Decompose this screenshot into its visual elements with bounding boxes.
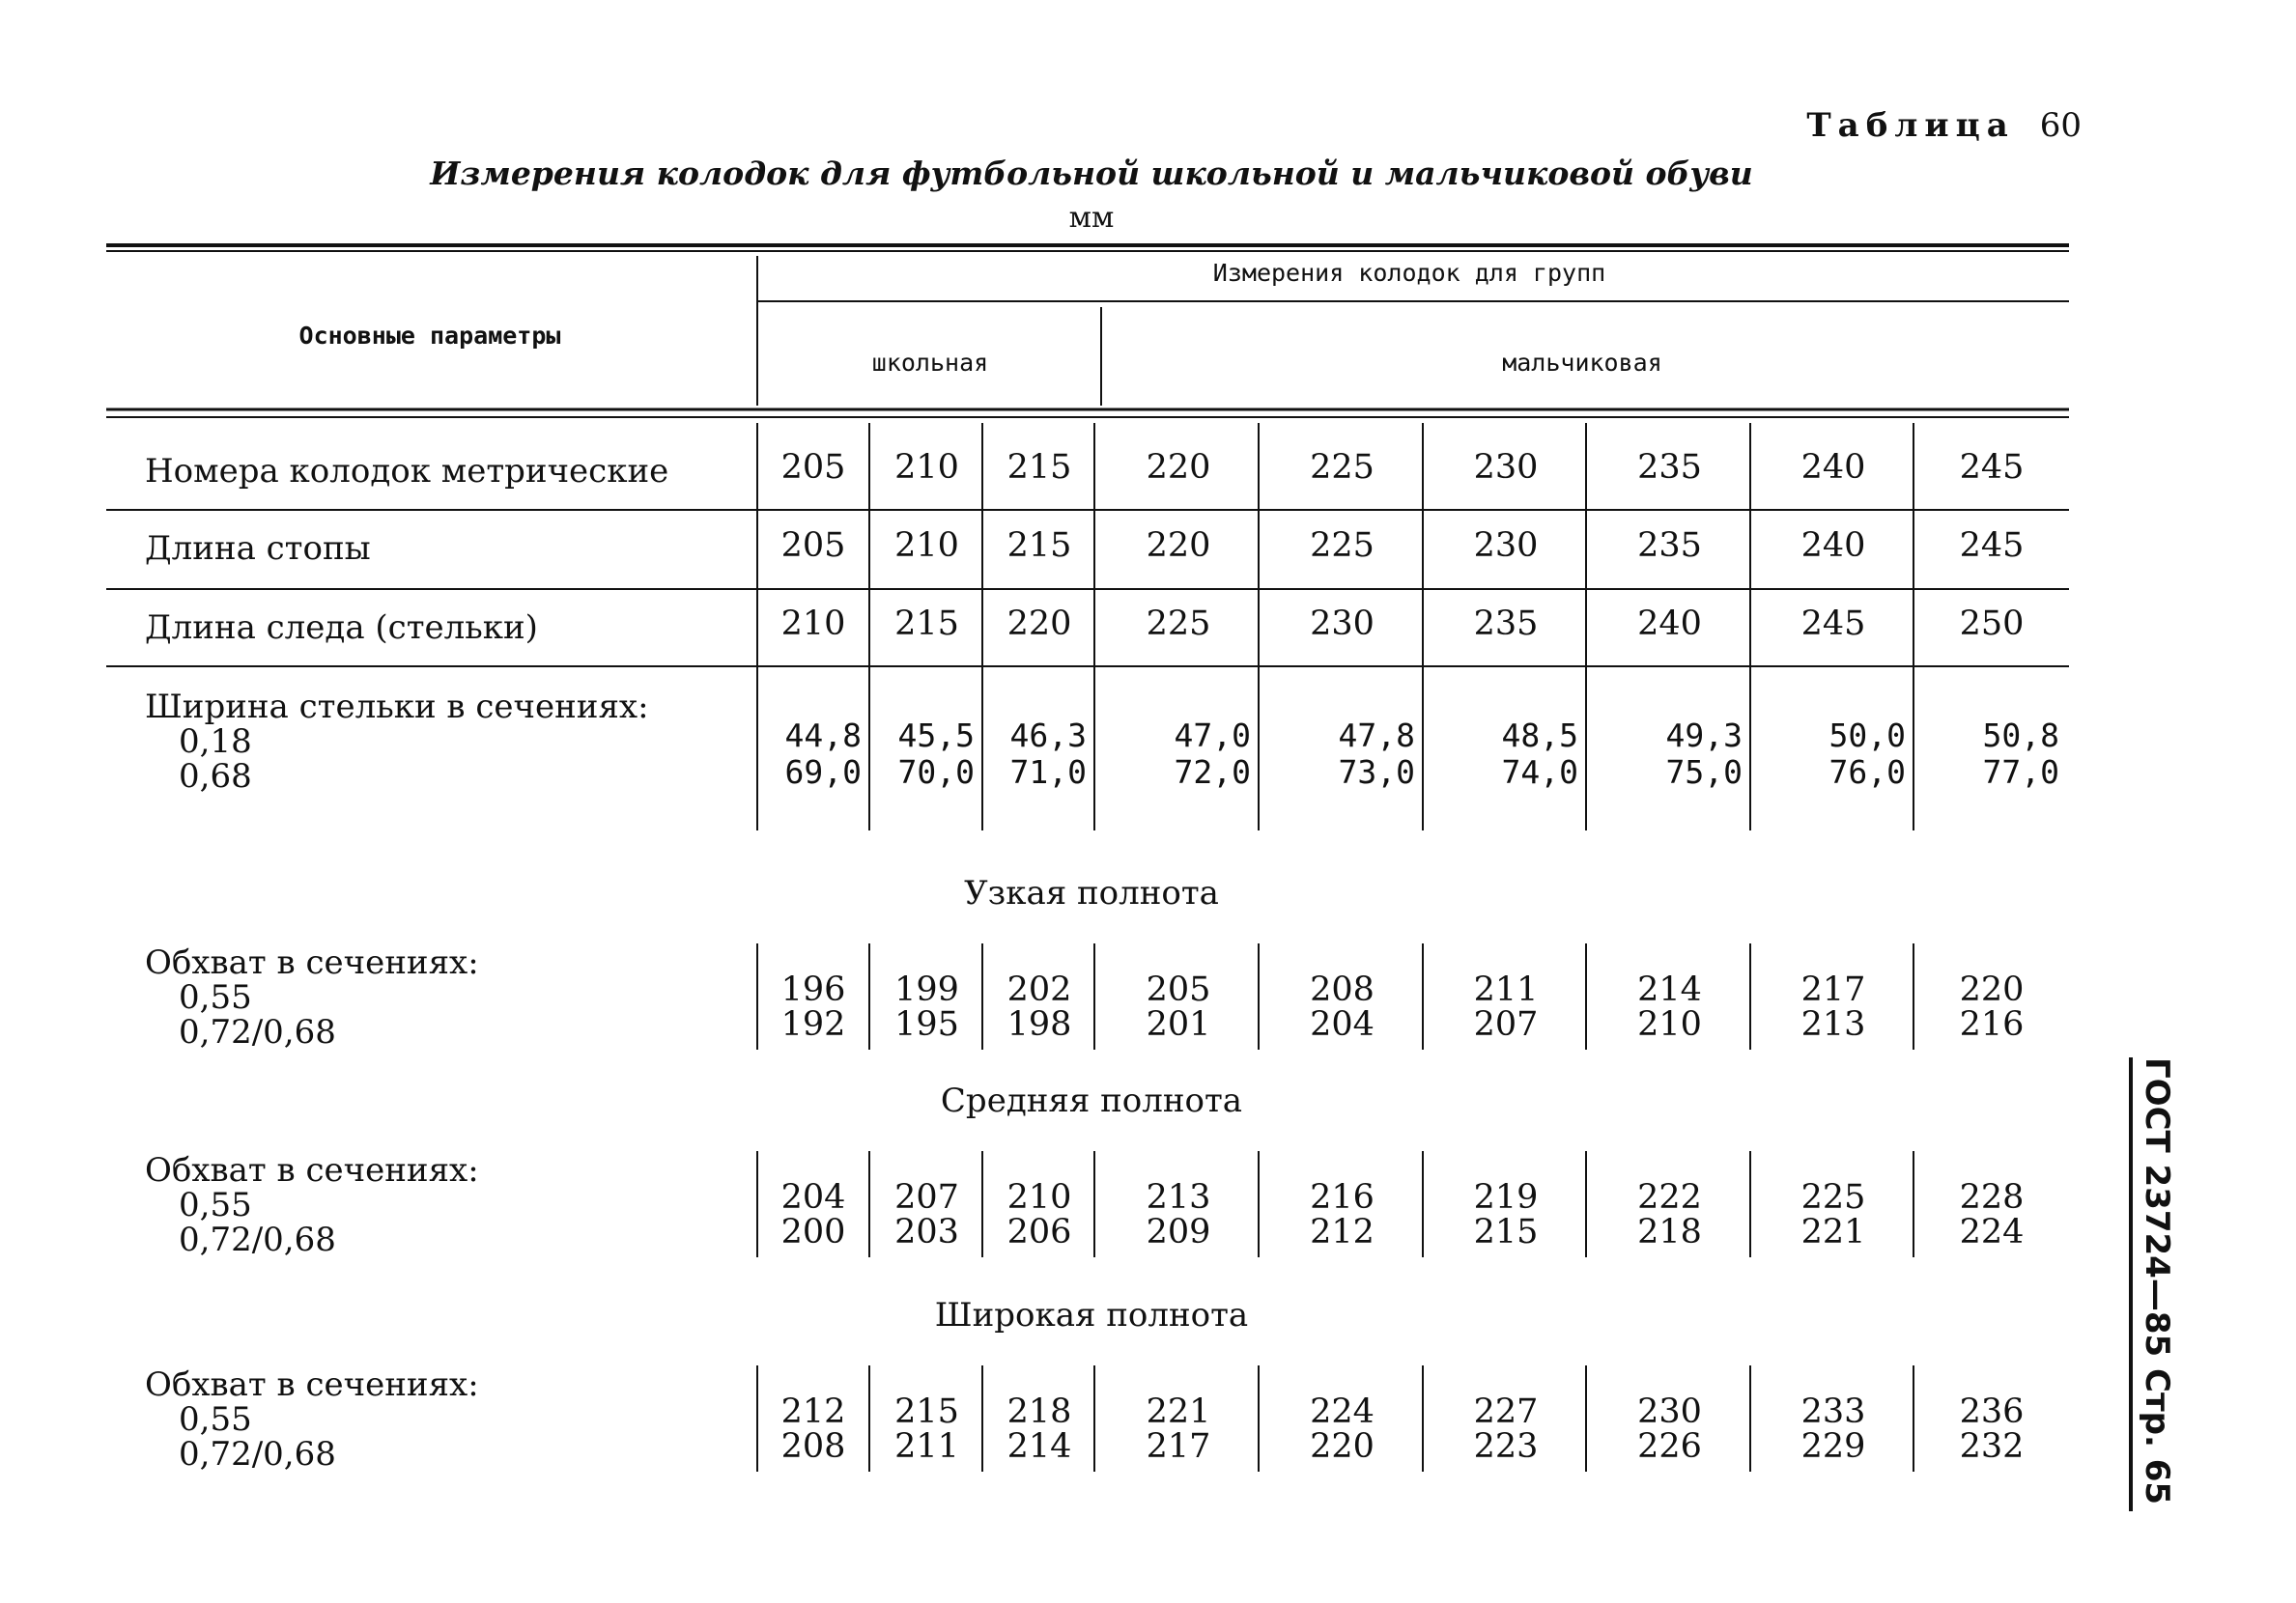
- section-cell-2: 215: [1473, 1213, 1539, 1251]
- cell-insole: 220: [1006, 605, 1072, 643]
- header-groups-title: Измерения колодок для групп: [1212, 259, 1606, 287]
- section-cell-2: 221: [1800, 1213, 1866, 1251]
- cell-width-1: 50,8: [1982, 717, 2059, 754]
- header-group-school: школьная: [871, 349, 989, 377]
- section-cell-2: 195: [894, 1005, 959, 1044]
- cell-width-1: 47,0: [1174, 717, 1251, 754]
- section-cell-1: 216: [1310, 1178, 1375, 1217]
- row-sub-width-1: 0,18: [179, 722, 252, 761]
- section-cell-2: 218: [1637, 1213, 1702, 1251]
- row-label-width: Ширина стельки в сечениях:: [145, 688, 649, 726]
- units-label: мм: [1068, 201, 1115, 235]
- cell-insole: 225: [1146, 605, 1211, 643]
- cell-width-1: 48,5: [1501, 717, 1578, 754]
- section-cell-2: 217: [1146, 1427, 1211, 1466]
- section-cell-1: 214: [1637, 970, 1702, 1009]
- section-cell-1: 215: [894, 1392, 959, 1431]
- section-label: Обхват в сечениях:: [145, 943, 479, 982]
- section-cell-1: 210: [1006, 1178, 1072, 1217]
- section-cell-2: 203: [894, 1213, 959, 1251]
- cell-insole: 210: [780, 605, 846, 643]
- section-cell-2: 213: [1800, 1005, 1866, 1044]
- section-cell-2: 210: [1637, 1005, 1702, 1044]
- section-cell-1: 211: [1473, 970, 1539, 1009]
- cell-width-2: 71,0: [1009, 753, 1087, 791]
- section-sub-1: 0,55: [179, 1186, 252, 1224]
- header-group-boys: мальчиковая: [1502, 349, 1662, 377]
- caption-label: Таблица: [1806, 106, 2015, 145]
- cell-width-2: 75,0: [1665, 753, 1743, 791]
- cell-insole: 250: [1959, 605, 2025, 643]
- section-title: Узкая полнота: [964, 874, 1219, 913]
- section-cell-1: 218: [1006, 1392, 1072, 1431]
- section-cell-1: 230: [1637, 1392, 1702, 1431]
- cell-insole: 245: [1800, 605, 1866, 643]
- section-sub-2: 0,72/0,68: [179, 1221, 336, 1259]
- section-cell-1: 212: [780, 1392, 846, 1431]
- cell-width-1: 47,8: [1338, 717, 1415, 754]
- side-running-header: [2137, 1057, 2177, 1511]
- section-cell-2: 212: [1310, 1213, 1375, 1251]
- section-cell-2: 220: [1310, 1427, 1375, 1466]
- section-cell-2: 216: [1959, 1005, 2025, 1044]
- section-label: Обхват в сечениях:: [145, 1151, 479, 1190]
- section-cell-2: 209: [1146, 1213, 1211, 1251]
- section-cell-2: 229: [1800, 1427, 1866, 1466]
- section-cell-1: 208: [1310, 970, 1375, 1009]
- cell-width-1: 49,3: [1665, 717, 1743, 754]
- section-cell-1: 196: [780, 970, 846, 1009]
- section-cell-2: 198: [1006, 1005, 1072, 1044]
- cell-numbers: 205: [780, 448, 846, 487]
- cell-numbers: 225: [1310, 448, 1375, 487]
- section-cell-1: 204: [780, 1178, 846, 1217]
- cell-foot: 240: [1800, 526, 1866, 565]
- cell-width-2: 72,0: [1174, 753, 1251, 791]
- section-cell-2: 204: [1310, 1005, 1375, 1044]
- section-label: Обхват в сечениях:: [145, 1365, 479, 1404]
- section-cell-1: 224: [1310, 1392, 1375, 1431]
- section-cell-1: 207: [894, 1178, 959, 1217]
- cell-width-2: 73,0: [1338, 753, 1415, 791]
- cell-foot: 225: [1310, 526, 1375, 565]
- section-cell-1: 220: [1959, 970, 2025, 1009]
- sidebar-text: ГОСТ 23724—85 Стр. 65: [2138, 1057, 2176, 1505]
- cell-width-1: 46,3: [1009, 717, 1087, 754]
- section-cell-1: 205: [1146, 970, 1211, 1009]
- cell-width-1: 44,8: [784, 717, 862, 754]
- cell-foot: 215: [1006, 526, 1072, 565]
- section-cell-2: 232: [1959, 1427, 2025, 1466]
- section-cell-2: 201: [1146, 1005, 1211, 1044]
- section-cell-2: 226: [1637, 1427, 1702, 1466]
- section-cell-1: 227: [1473, 1392, 1539, 1431]
- row-label-foot: Длина стопы: [145, 529, 371, 568]
- cell-numbers: 230: [1473, 448, 1539, 487]
- cell-foot: 230: [1473, 526, 1539, 565]
- section-cell-1: 217: [1800, 970, 1866, 1009]
- cell-width-2: 69,0: [784, 753, 862, 791]
- cell-insole: 235: [1473, 605, 1539, 643]
- cell-foot: 220: [1146, 526, 1211, 565]
- section-cell-2: 223: [1473, 1427, 1539, 1466]
- section-cell-1: 236: [1959, 1392, 2025, 1431]
- section-cell-1: 225: [1800, 1178, 1866, 1217]
- cell-width-1: 50,0: [1828, 717, 1906, 754]
- cell-numbers: 220: [1146, 448, 1211, 487]
- cell-width-1: 45,5: [897, 717, 975, 754]
- cell-numbers: 215: [1006, 448, 1072, 487]
- row-sub-width-2: 0,68: [179, 757, 252, 796]
- section-cell-1: 221: [1146, 1392, 1211, 1431]
- section-title: Средняя полнота: [940, 1082, 1243, 1120]
- cell-numbers: 210: [894, 448, 959, 487]
- section-sub-1: 0,55: [179, 1400, 252, 1439]
- section-sub-2: 0,72/0,68: [179, 1435, 336, 1474]
- section-cell-1: 222: [1637, 1178, 1702, 1217]
- row-label-numbers: Номера колодок метрические: [145, 452, 669, 491]
- section-cell-1: 213: [1146, 1178, 1211, 1217]
- cell-foot: 235: [1637, 526, 1702, 565]
- section-cell-2: 200: [780, 1213, 846, 1251]
- cell-width-2: 74,0: [1501, 753, 1578, 791]
- section-cell-1: 202: [1006, 970, 1072, 1009]
- header-param-col: Основные параметры: [298, 322, 561, 350]
- section-sub-1: 0,55: [179, 978, 252, 1017]
- cell-numbers: 235: [1637, 448, 1702, 487]
- section-cell-2: 206: [1006, 1213, 1072, 1251]
- section-cell-2: 211: [894, 1427, 959, 1466]
- cell-numbers: 240: [1800, 448, 1866, 487]
- section-title: Широкая полнота: [934, 1296, 1249, 1335]
- caption-number: 60: [2039, 106, 2082, 145]
- section-cell-1: 228: [1959, 1178, 2025, 1217]
- cell-foot: 210: [894, 526, 959, 565]
- cell-insole: 215: [894, 605, 959, 643]
- section-cell-2: 207: [1473, 1005, 1539, 1044]
- page-title: Измерения колодок для футбольной школьной и мальчиковой обуви: [430, 155, 1753, 192]
- cell-foot: 205: [780, 526, 846, 565]
- section-cell-2: 224: [1959, 1213, 2025, 1251]
- cell-width-2: 70,0: [897, 753, 975, 791]
- section-cell-1: 199: [894, 970, 959, 1009]
- section-cell-2: 214: [1006, 1427, 1072, 1466]
- sidebar-rule: [2129, 1057, 2133, 1511]
- cell-width-2: 76,0: [1828, 753, 1906, 791]
- section-sub-2: 0,72/0,68: [179, 1013, 336, 1052]
- row-label-insole: Длина следа (стельки): [145, 608, 538, 647]
- cell-foot: 245: [1959, 526, 2025, 565]
- section-cell-2: 208: [780, 1427, 846, 1466]
- section-cell-1: 233: [1800, 1392, 1866, 1431]
- cell-insole: 240: [1637, 605, 1702, 643]
- section-cell-2: 192: [780, 1005, 846, 1044]
- cell-numbers: 245: [1959, 448, 2025, 487]
- cell-width-2: 77,0: [1982, 753, 2059, 791]
- section-cell-1: 219: [1473, 1178, 1539, 1217]
- cell-insole: 230: [1310, 605, 1375, 643]
